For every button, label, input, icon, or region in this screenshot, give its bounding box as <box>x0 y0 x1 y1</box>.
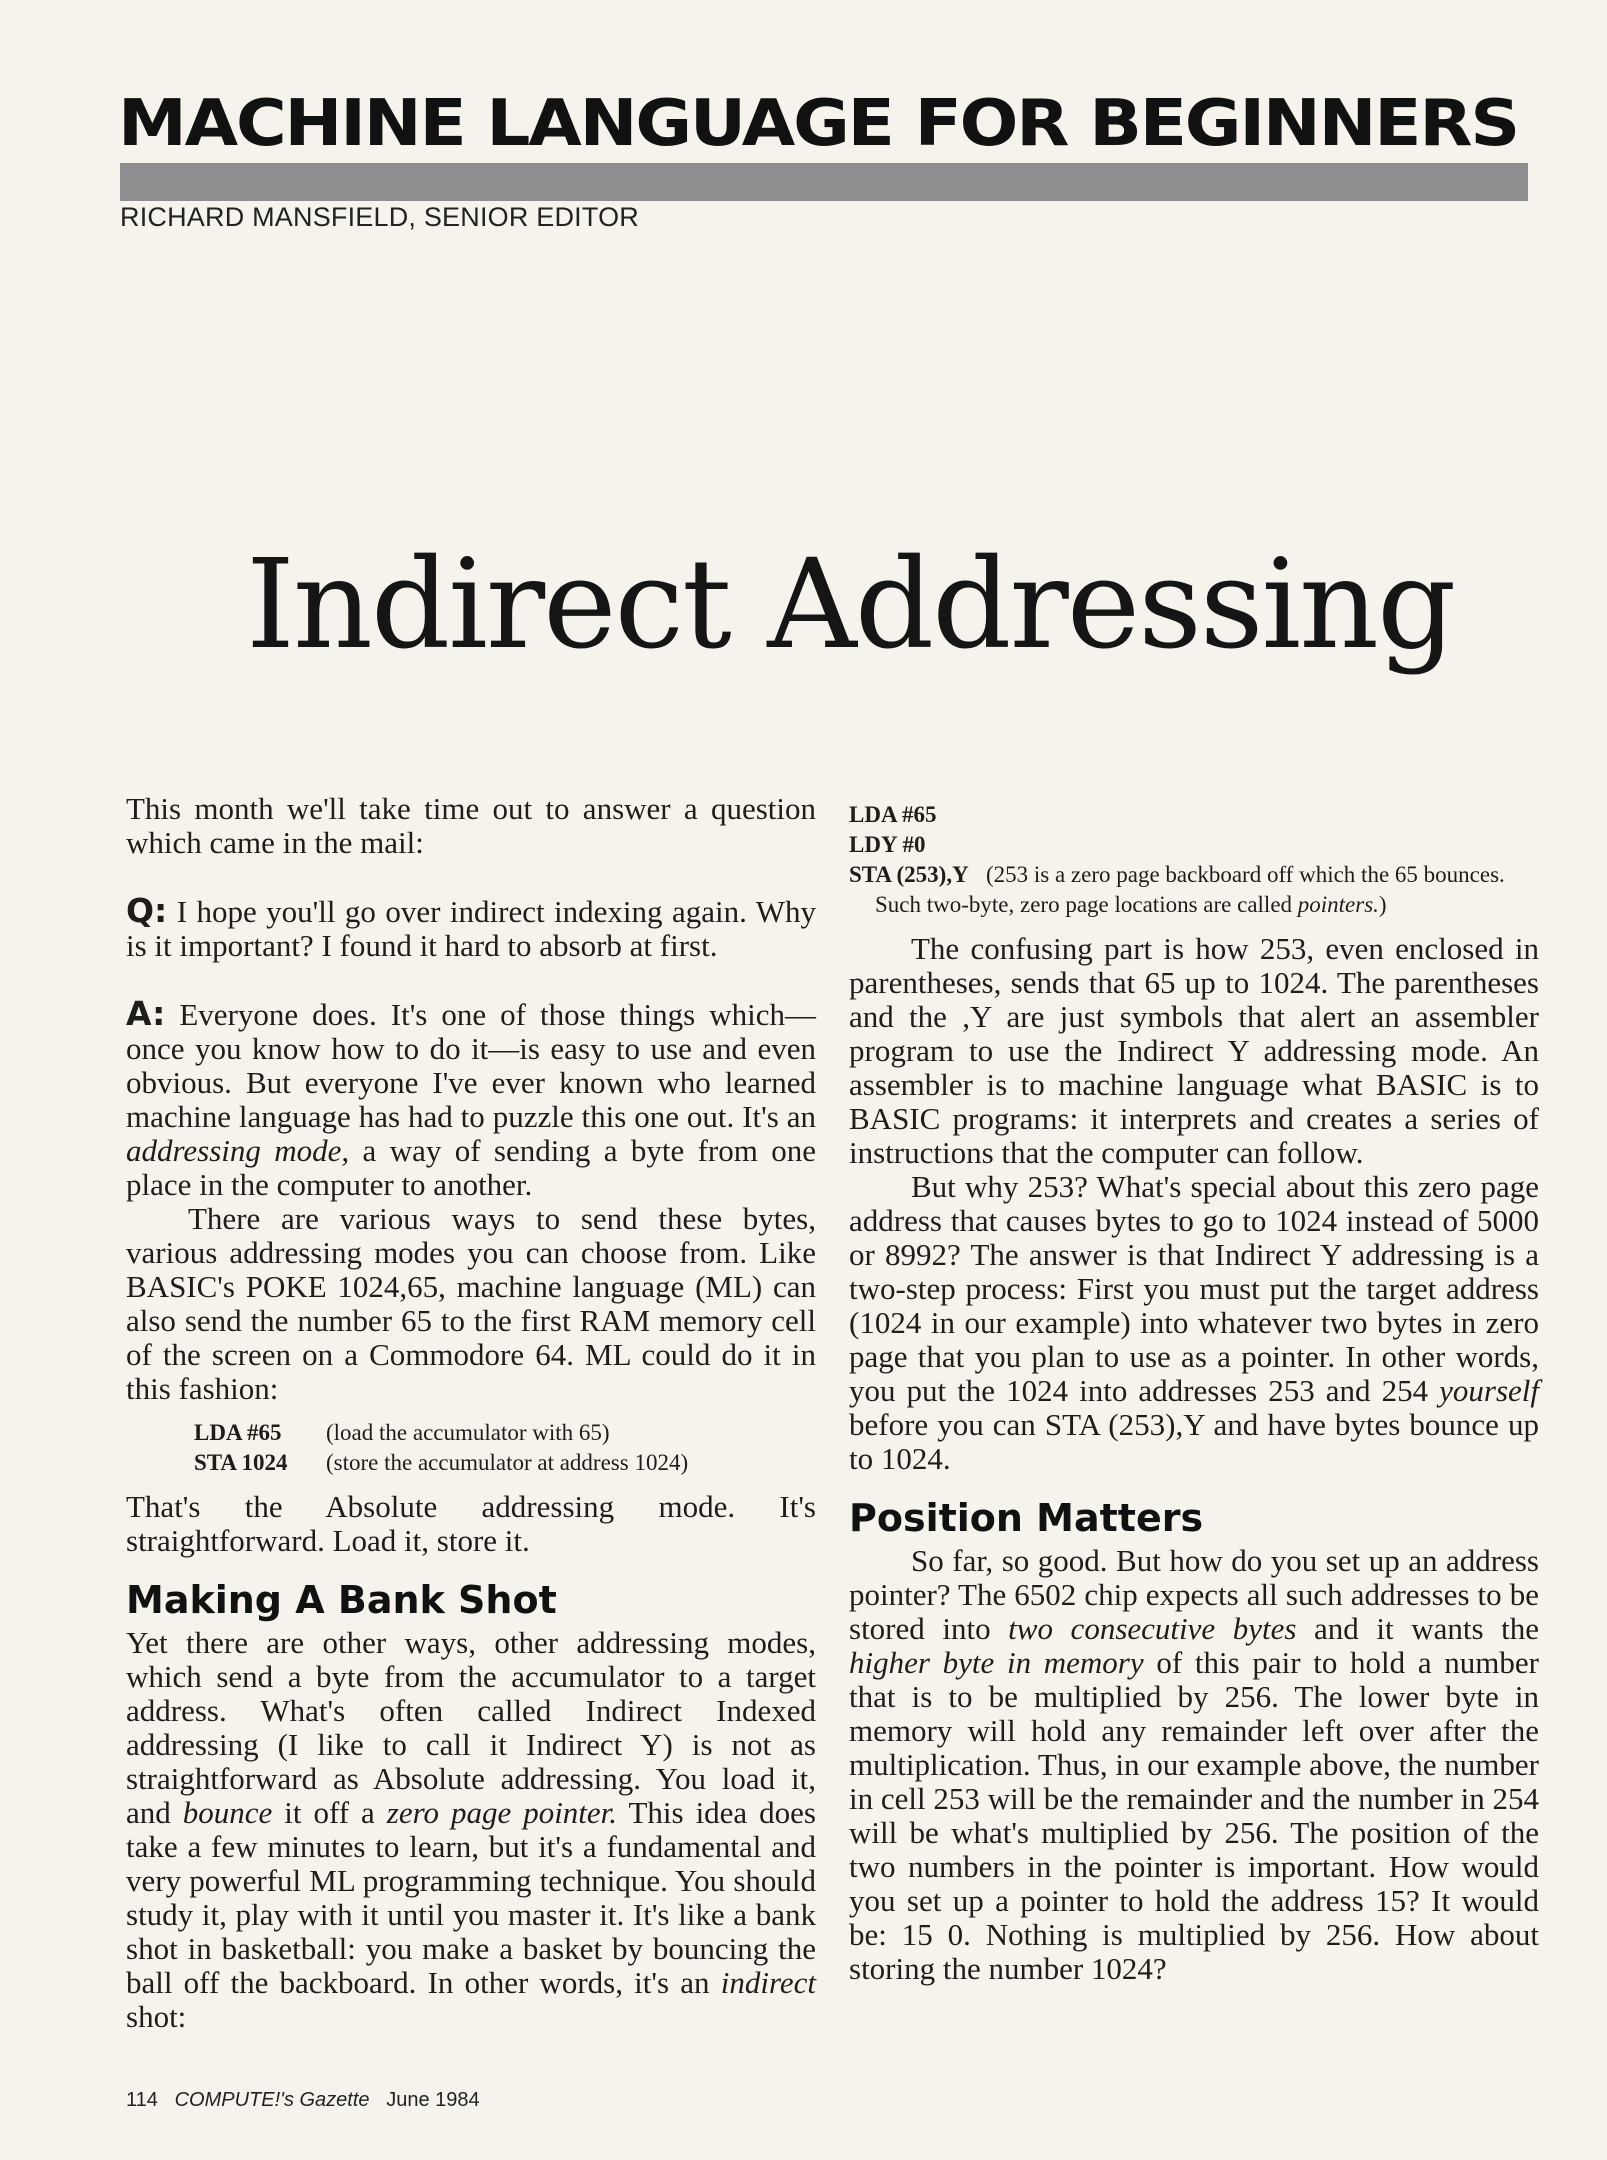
intro-paragraph: This month we'll take time out to answer a question which came in the mail: <box>126 791 816 860</box>
code-line <box>194 1448 816 1478</box>
position-text-2: and it wants the <box>1296 1611 1539 1646</box>
position-text-3: of this pair to hold a number that is to be multiplied by 256. The lower byte in memory will hold any remainder left over after the multiplication. Thus, in our example above, the number in cell 253 will be the remainder and the number in 254 will be what's multiplied by 256. The position of the two numbers in the pointer is important. How would you set up a pointer to hold the address 15? It would be: 15 0. Nothing is multiplied by 256. How about storing the number 1024? <box>849 1645 1539 1986</box>
confusing-paragraph: The confusing part is how 253, even enclosed in parentheses, sends that 65 up to 1024. The parentheses and the ,Y are just symbols that alert an assembler program to use the Indirect Y addressing mode. An assembler is to machine language what BASIC is to BASIC programs: it interprets and creates a series of instructions that the computer can follow. <box>849 931 1539 1170</box>
answer-paragraph <box>126 994 816 1202</box>
indirect-code-listing <box>849 800 1539 920</box>
position-text-1: So far, so good. But how do you set up an address pointer? The 6502 chip expects all such addresses to be stored into <box>849 1543 1539 1646</box>
bank-shot-paragraph <box>126 1626 816 2034</box>
subhead-bank-shot: Making A Bank Shot <box>126 1578 557 1622</box>
absolute-code-listing <box>126 1418 816 1478</box>
subhead-position-matters: Position Matters <box>849 1496 1204 1540</box>
byline: RICHARD MANSFIELD, SENIOR EDITOR <box>120 202 639 232</box>
question-text: I hope you'll go over indirect indexing again. Why is it important? I found it hard to absorb at first. <box>126 894 816 963</box>
bank-emphasis-3: indirect <box>720 1965 816 2000</box>
page-footer <box>126 2089 480 2112</box>
code-comment: (load the accumulator with 65) <box>326 1420 610 1445</box>
question-mark-label: Q: <box>126 891 168 930</box>
why-text-1: But why 253? What's special about this zero page address that causes bytes to go to 1024 instead of 5000 or 8992? The answer is that Indirect Y addressing is a two-step process: First you must put the target address (1024 in our example) into whatever two bytes in zero page that you plan to use as a pointer. In other words, you put the 1024 into addresses 253 and 254 <box>849 1169 1539 1408</box>
answer-text-1: Everyone does. It's one of those things which—once you know how to do it—is easy to use and even obvious. But everyone I've ever known who learned machine language has had to puzzle this one out. It's an <box>126 997 816 1134</box>
code-comment-2: ) <box>1378 892 1387 917</box>
why-text-2: before you can STA (253),Y and have bytes bounce up to 1024. <box>849 1407 1539 1476</box>
bank-emphasis-1: bounce <box>182 1795 273 1830</box>
code-instruction: STA (253),Y <box>849 862 969 887</box>
page-number: 114 <box>126 2089 158 2111</box>
why-253-paragraph <box>849 1170 1539 1476</box>
code-instruction: LDA #65 <box>849 802 937 827</box>
bank-text-4: shot: <box>126 1999 187 2034</box>
code-line <box>194 1418 816 1448</box>
answer-emphasis: addressing mode, <box>126 1133 350 1168</box>
code-instruction: LDA #65 <box>194 1420 282 1445</box>
code-comment-emphasis: pointers. <box>1297 892 1379 917</box>
bank-emphasis-2: zero page pointer. <box>386 1795 618 1830</box>
series-title: MACHINE LANGUAGE FOR BEGINNERS <box>118 87 1519 161</box>
question-paragraph <box>126 891 816 963</box>
code-line <box>849 800 1539 830</box>
article-title: Indirect Addressing <box>246 533 1455 677</box>
code-line-sta <box>849 860 1539 920</box>
various-modes-paragraph: There are various ways to send these bytes, various addressing modes you can choose from. Like BASIC's POKE 1024,65, machine language (ML) can also send the number 65 to the first RAM memory cell of the screen on a Commodore 64. ML could do it in this fashion: <box>126 1201 816 1406</box>
right-column <box>849 800 1539 1986</box>
code-comment: (store the accumulator at address 1024) <box>326 1450 689 1475</box>
why-emphasis: yourself <box>1439 1373 1539 1408</box>
absolute-paragraph: That's the Absolute addressing mode. It's straightforward. Load it, store it. <box>126 1489 816 1558</box>
code-instruction: LDY #0 <box>849 832 926 857</box>
magazine-name: COMPUTE!'s Gazette <box>174 2089 370 2111</box>
left-column <box>126 792 816 2034</box>
bank-text-3: This idea does take a few minutes to learn, but it's a fundamental and very powerful ML programming technique. You should study it, play with it until you master it. It's like a bank shot in basketball: you make a basket by bouncing the ball off the backboard. In other words, it's an <box>126 1795 816 2000</box>
header-rule-bar <box>120 163 1528 201</box>
position-emphasis-2: higher byte in memory <box>849 1645 1144 1680</box>
position-paragraph <box>849 1544 1539 1986</box>
issue-date: June 1984 <box>386 2089 480 2111</box>
bank-text-2: it off a <box>272 1795 387 1830</box>
bank-text-1: Yet there are other ways, other addressing modes, which send a byte from the accumulator to a target address. What's often called Indirect Indexed addressing (I like to call it Indirect Y) is not as straightforward as Absolute addressing. You load it, and <box>126 1625 816 1830</box>
answer-mark-label: A: <box>126 994 166 1033</box>
code-line <box>849 830 1539 860</box>
code-instruction: STA 1024 <box>194 1450 288 1475</box>
code-comment-1: (253 is a zero page backboard off which the 65 bounces. Such two-byte, zero page locations are called <box>875 862 1505 917</box>
answer-text-2: a way of sending a byte from one place in the computer to another. <box>126 1133 816 1202</box>
position-emphasis-1: two consecutive bytes <box>1008 1611 1297 1646</box>
